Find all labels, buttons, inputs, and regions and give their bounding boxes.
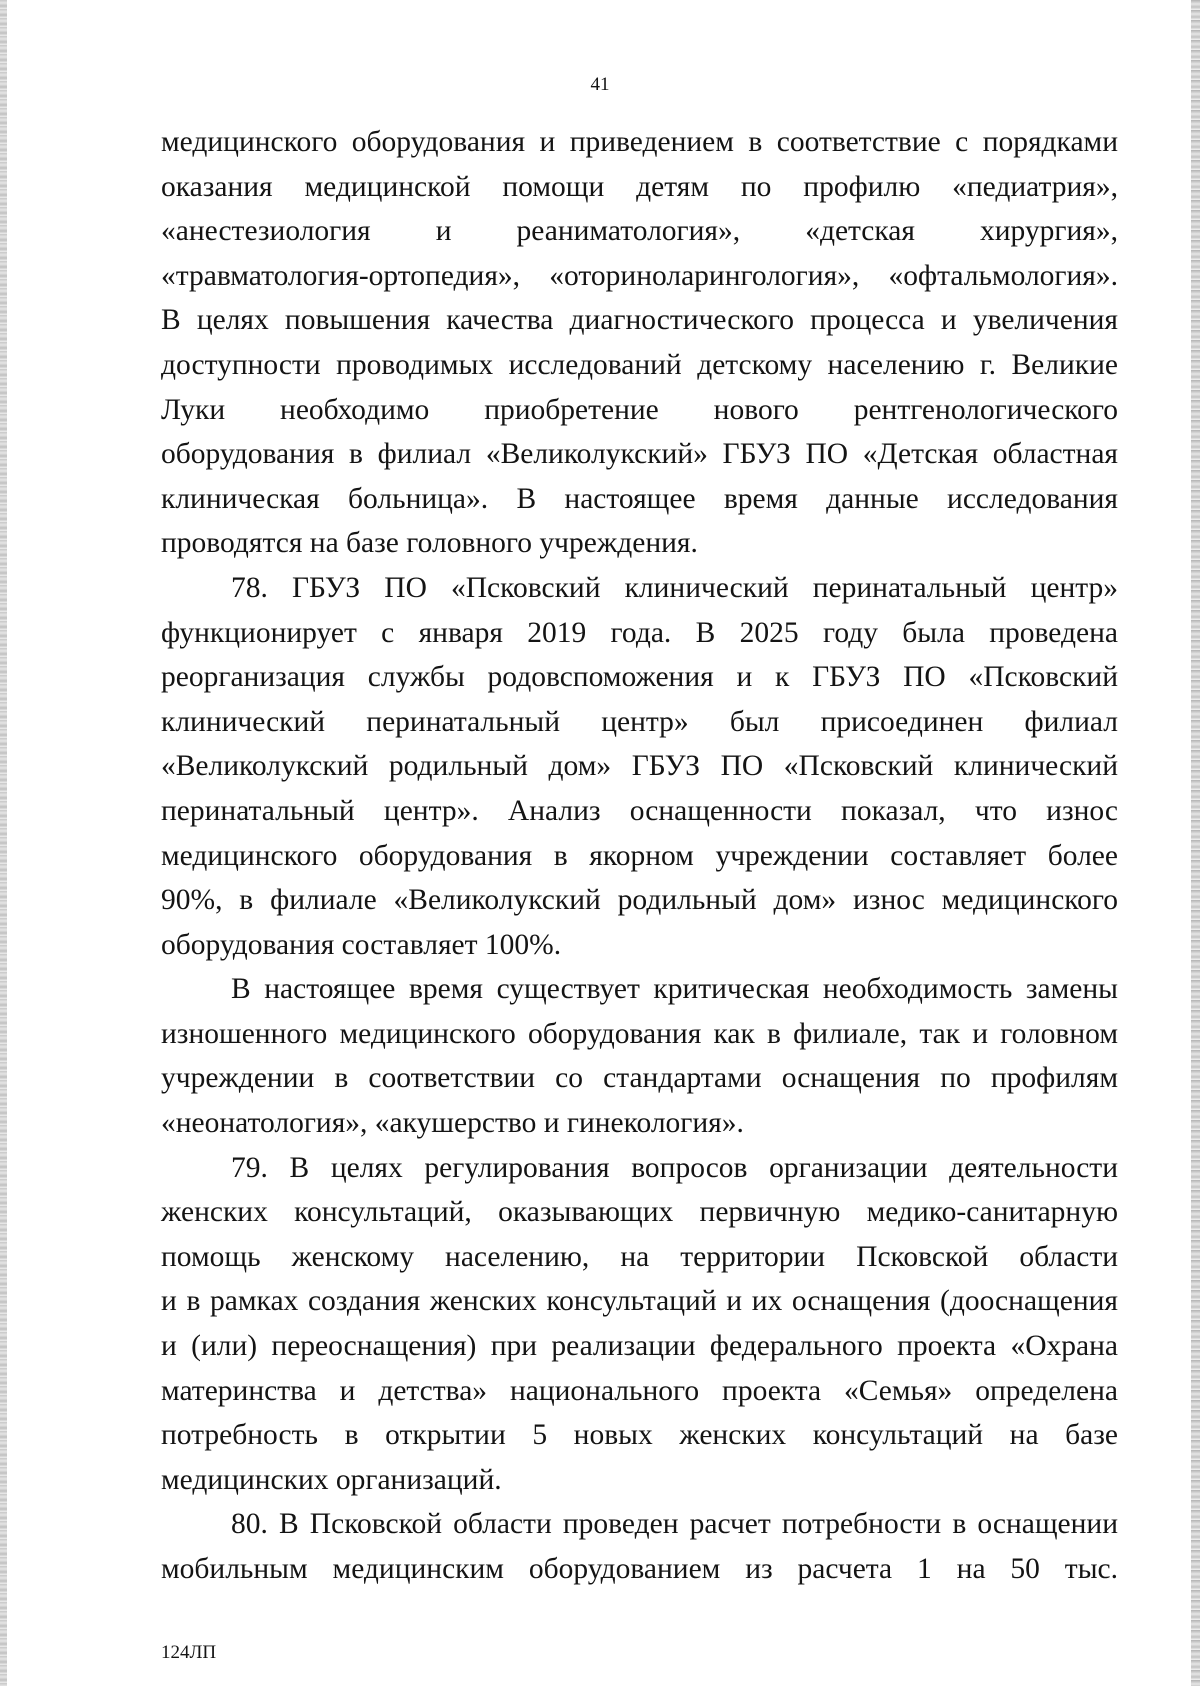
text-line: и (или) переоснащения) при реализации федерального проекта «Охрана [161, 1330, 1118, 1363]
text-line: медицинского оборудования и приведением в соответствие с порядками [161, 126, 1118, 158]
text-line: «анестезиология и реаниматология», «детская хирургия», [161, 215, 1118, 248]
text-line: оборудования в филиал «Великолукский» ГБУЗ ПО «Детская областная [161, 438, 1118, 471]
text-line: клиническая больница». В настоящее время данные исследования [161, 482, 1118, 515]
text-line: функционирует с января 2019 года. В 2025 году была проведена [161, 616, 1118, 649]
text-line: материнства и детства» национального проекта «Семья» определена [161, 1374, 1118, 1407]
document-code: 124ЛП [161, 1642, 217, 1663]
text-line: медицинского оборудования в якорном учреждении составляет более [161, 839, 1118, 872]
text-line: клинический перинатальный центр» был присоединен филиал [161, 705, 1118, 738]
text-line: В настоящее время существует критическая необходимость замены [231, 973, 1118, 1006]
text-line: «Великолукский родильный дом» ГБУЗ ПО «Псковский клинический [161, 750, 1118, 783]
text-line: женских консультаций, оказывающих первичную медико-санитарную [161, 1196, 1118, 1229]
text-line: 90%, в филиале «Великолукский родильный дом» износ медицинского [161, 884, 1118, 917]
document-body [161, 120, 1118, 1592]
text-line: помощь женскому населению, на территории Псковской области [161, 1240, 1118, 1273]
text-line: перинатальный центр». Анализ оснащенности показал, что износ [161, 794, 1118, 827]
text-line: потребность в открытии 5 новых женских консультаций на базе [161, 1419, 1118, 1452]
text-line: оказания медицинской помощи детям по профилю «педиатрия», [161, 170, 1118, 203]
text-line: 79. В целях регулирования вопросов организации деятельности [231, 1151, 1118, 1184]
text-line: реорганизация службы родовспоможения и к ГБУЗ ПО «Псковский [161, 661, 1118, 694]
text-line: медицинских организаций. [161, 1463, 502, 1496]
text-line: «неонатология», «акушерство и гинекология». [161, 1107, 744, 1140]
page-number: 41 [590, 74, 610, 95]
text-line: и в рамках создания женских консультаций и их оснащения (дооснащения [161, 1285, 1118, 1318]
text-line: «травматология-ортопедия», «оториноларингология», «офтальмология». [161, 259, 1118, 292]
text-line: В целях повышения качества диагностического процесса и увеличения [161, 304, 1118, 337]
text-line: мобильным медицинским оборудованием из расчета 1 на 50 тыс. [161, 1553, 1118, 1585]
text-line: оборудования составляет 100%. [161, 928, 562, 961]
text-line: проводятся на базе головного учреждения. [161, 527, 698, 560]
text-line: изношенного медицинского оборудования как в филиале, так и головном [161, 1017, 1118, 1050]
text-line: учреждении в соответствии со стандартами оснащения по профилям [161, 1062, 1118, 1095]
text-line: 80. В Псковской области проведен расчет потребности в оснащении [231, 1508, 1118, 1541]
text-line: 78. ГБУЗ ПО «Псковский клинический перинатальный центр» [231, 571, 1118, 604]
scan-edge-right [1191, 0, 1200, 1686]
text-line: Луки необходимо приобретение нового рентгенологического [161, 393, 1118, 426]
text-line: доступности проводимых исследований детскому населению г. Великие [161, 348, 1118, 381]
scan-edge-left [0, 0, 7, 1686]
